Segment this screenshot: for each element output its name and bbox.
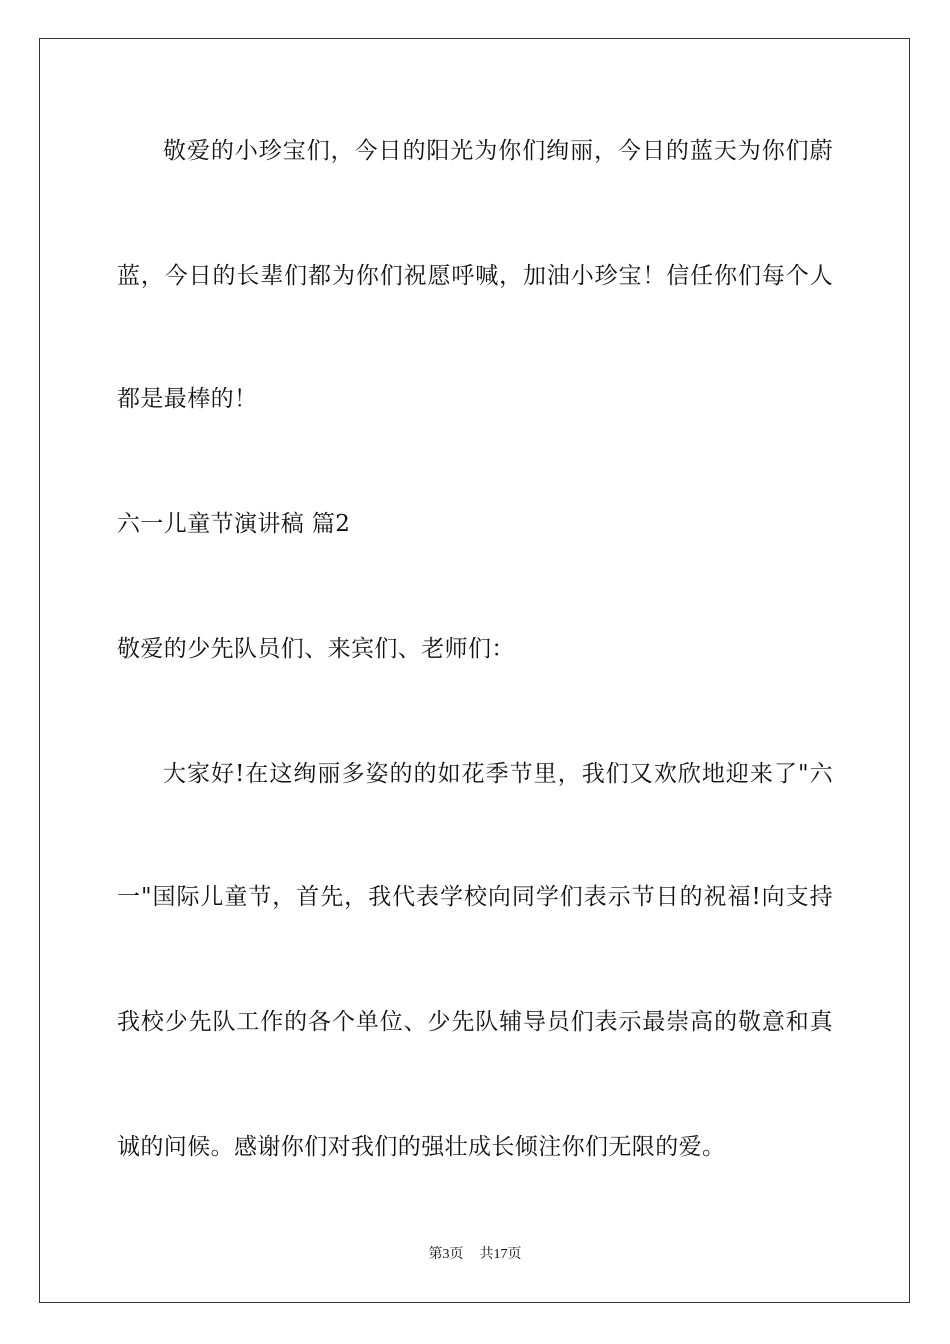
page-frame: [39, 38, 910, 1303]
paragraph-2-line-4: 诚的问候。感谢你们对我们的强壮成长倾注你们无限的爱。: [117, 1134, 726, 1160]
paragraph-2-line-2: 一"国际儿童节，首先，我代表学校向同学们表示节日的祝福!向支持: [117, 884, 833, 910]
salutation: 敬爱的少先队员们、来宾们、老师们：: [117, 636, 515, 662]
paragraph-2-line-1: 大家好!在这绚丽多姿的的如花季节里，我们又欢欣地迎来了"六: [163, 761, 833, 787]
paragraph-2-line-3: 我校少先队工作的各个单位、少先队辅导员们表示最崇高的敬意和真: [117, 1009, 833, 1035]
page-footer: [0, 1246, 950, 1264]
section-title: 六一儿童节演讲稿 篇2: [117, 511, 351, 537]
paragraph-1-line-2: 蓝，今日的长辈们都为你们祝愿呼喊，加油小珍宝！信任你们每个人: [117, 263, 833, 289]
page-number: 第3页: [428, 1247, 464, 1262]
paragraph-1-line-1: 敬爱的小珍宝们，今日的阳光为你们绚丽，今日的蓝天为你们蔚: [163, 138, 833, 164]
page-total: 共17页: [479, 1247, 522, 1262]
paragraph-1-line-3: 都是最棒的！: [117, 386, 258, 412]
